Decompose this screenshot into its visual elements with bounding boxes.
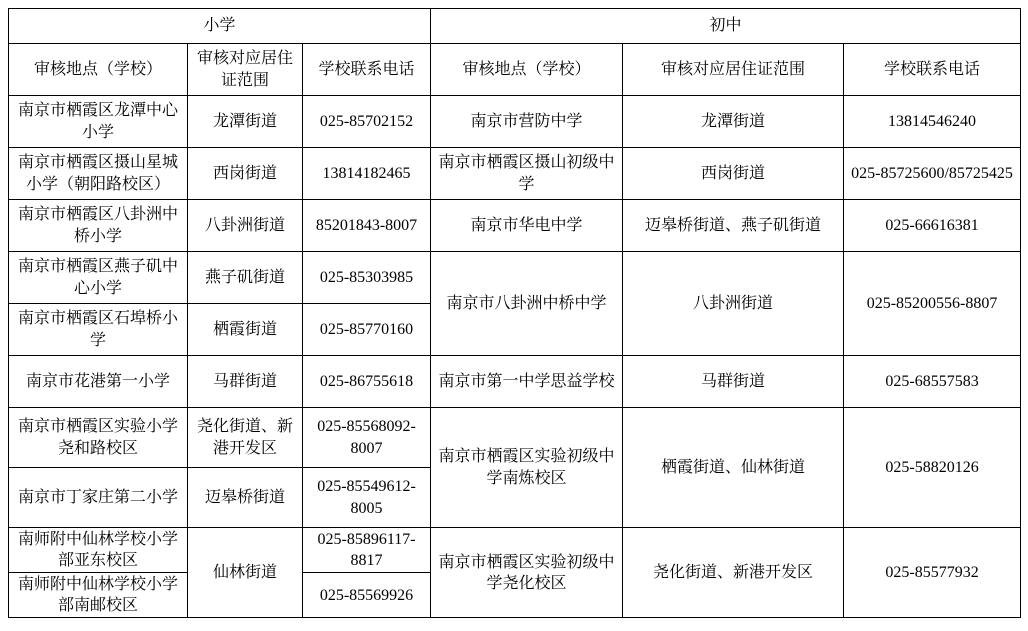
cell-phone: 13814546240 <box>844 96 1021 148</box>
cell-phone: 85201843-8007 <box>303 200 431 252</box>
cell-school: 南京市花港第一小学 <box>9 356 188 408</box>
cell-school: 南京市华电中学 <box>431 200 623 252</box>
col-header-range-junior: 审核对应居住证范围 <box>623 44 844 96</box>
cell-phone: 025-85702152 <box>303 96 431 148</box>
col-header-phone-junior: 学校联系电话 <box>844 44 1021 96</box>
cell-school: 南京市栖霞区龙潭中心小学 <box>9 96 188 148</box>
cell-school: 南京市营防中学 <box>431 96 623 148</box>
cell-school: 南京市栖霞区八卦洲中桥小学 <box>9 200 188 252</box>
cell-phone: 025-68557583 <box>844 356 1021 408</box>
table-row <box>9 408 1021 468</box>
col-header-phone-primary: 学校联系电话 <box>303 44 431 96</box>
cell-phone: 025-66616381 <box>844 200 1021 252</box>
cell-school: 南京市栖霞区燕子矶中心小学 <box>9 252 188 304</box>
cell-phone: 025-85303985 <box>303 252 431 304</box>
col-header-school-primary: 审核地点（学校） <box>9 44 188 96</box>
cell-range: 迈皋桥街道、燕子矶街道 <box>623 200 844 252</box>
cell-school: 南京市栖霞区摄山初级中学 <box>431 148 623 200</box>
cell-range: 燕子矶街道 <box>188 252 303 304</box>
cell-school: 南师附中仙林学校小学部南邮校区 <box>9 573 188 618</box>
table-row <box>9 148 1021 200</box>
table-row <box>9 96 1021 148</box>
school-review-table <box>8 8 1021 618</box>
cell-phone: 025-85577932 <box>844 528 1021 618</box>
cell-range: 龙潭街道 <box>188 96 303 148</box>
cell-range: 栖霞街道 <box>188 304 303 356</box>
col-header-range-primary: 审核对应居住证范围 <box>188 44 303 96</box>
table-row <box>9 200 1021 252</box>
table-row <box>9 252 1021 304</box>
cell-range: 龙潭街道 <box>623 96 844 148</box>
cell-phone: 025-85549612-8005 <box>303 468 431 528</box>
cell-school: 南京市栖霞区摄山星城小学（朝阳路校区） <box>9 148 188 200</box>
cell-phone: 025-85200556-8807 <box>844 252 1021 356</box>
cell-range: 马群街道 <box>188 356 303 408</box>
cell-range: 尧化街道、新港开发区 <box>623 528 844 618</box>
cell-phone: 025-85569926 <box>303 573 431 618</box>
cell-phone: 025-58820126 <box>844 408 1021 528</box>
cell-range: 尧化街道、新港开发区 <box>188 408 303 468</box>
col-header-school-junior: 审核地点（学校） <box>431 44 623 96</box>
cell-phone: 025-86755618 <box>303 356 431 408</box>
section-title-junior: 初中 <box>431 9 1021 44</box>
cell-school: 南京市栖霞区石埠桥小学 <box>9 304 188 356</box>
column-header-row <box>9 44 1021 96</box>
cell-school: 南师附中仙林学校小学部亚东校区 <box>9 528 188 573</box>
cell-school: 南京市栖霞区实验初级中学南炼校区 <box>431 408 623 528</box>
table-row <box>9 356 1021 408</box>
cell-phone: 025-85725600/85725425 <box>844 148 1021 200</box>
cell-phone: 025-85770160 <box>303 304 431 356</box>
cell-range: 仙林街道 <box>188 528 303 618</box>
cell-phone: 13814182465 <box>303 148 431 200</box>
cell-range: 迈皋桥街道 <box>188 468 303 528</box>
cell-phone: 025-85568092-8007 <box>303 408 431 468</box>
table-row <box>9 528 1021 573</box>
cell-range: 马群街道 <box>623 356 844 408</box>
cell-range: 八卦洲街道 <box>623 252 844 356</box>
cell-phone: 025-85896117-8817 <box>303 528 431 573</box>
cell-range: 西岗街道 <box>188 148 303 200</box>
cell-range: 八卦洲街道 <box>188 200 303 252</box>
cell-range: 栖霞街道、仙林街道 <box>623 408 844 528</box>
cell-school: 南京市八卦洲中桥中学 <box>431 252 623 356</box>
cell-school: 南京市栖霞区实验小学尧和路校区 <box>9 408 188 468</box>
cell-school: 南京市丁家庄第二小学 <box>9 468 188 528</box>
cell-range: 西岗街道 <box>623 148 844 200</box>
section-title-primary: 小学 <box>9 9 431 44</box>
cell-school: 南京市栖霞区实验初级中学尧化校区 <box>431 528 623 618</box>
section-header-row <box>9 9 1021 44</box>
cell-school: 南京市第一中学思益学校 <box>431 356 623 408</box>
